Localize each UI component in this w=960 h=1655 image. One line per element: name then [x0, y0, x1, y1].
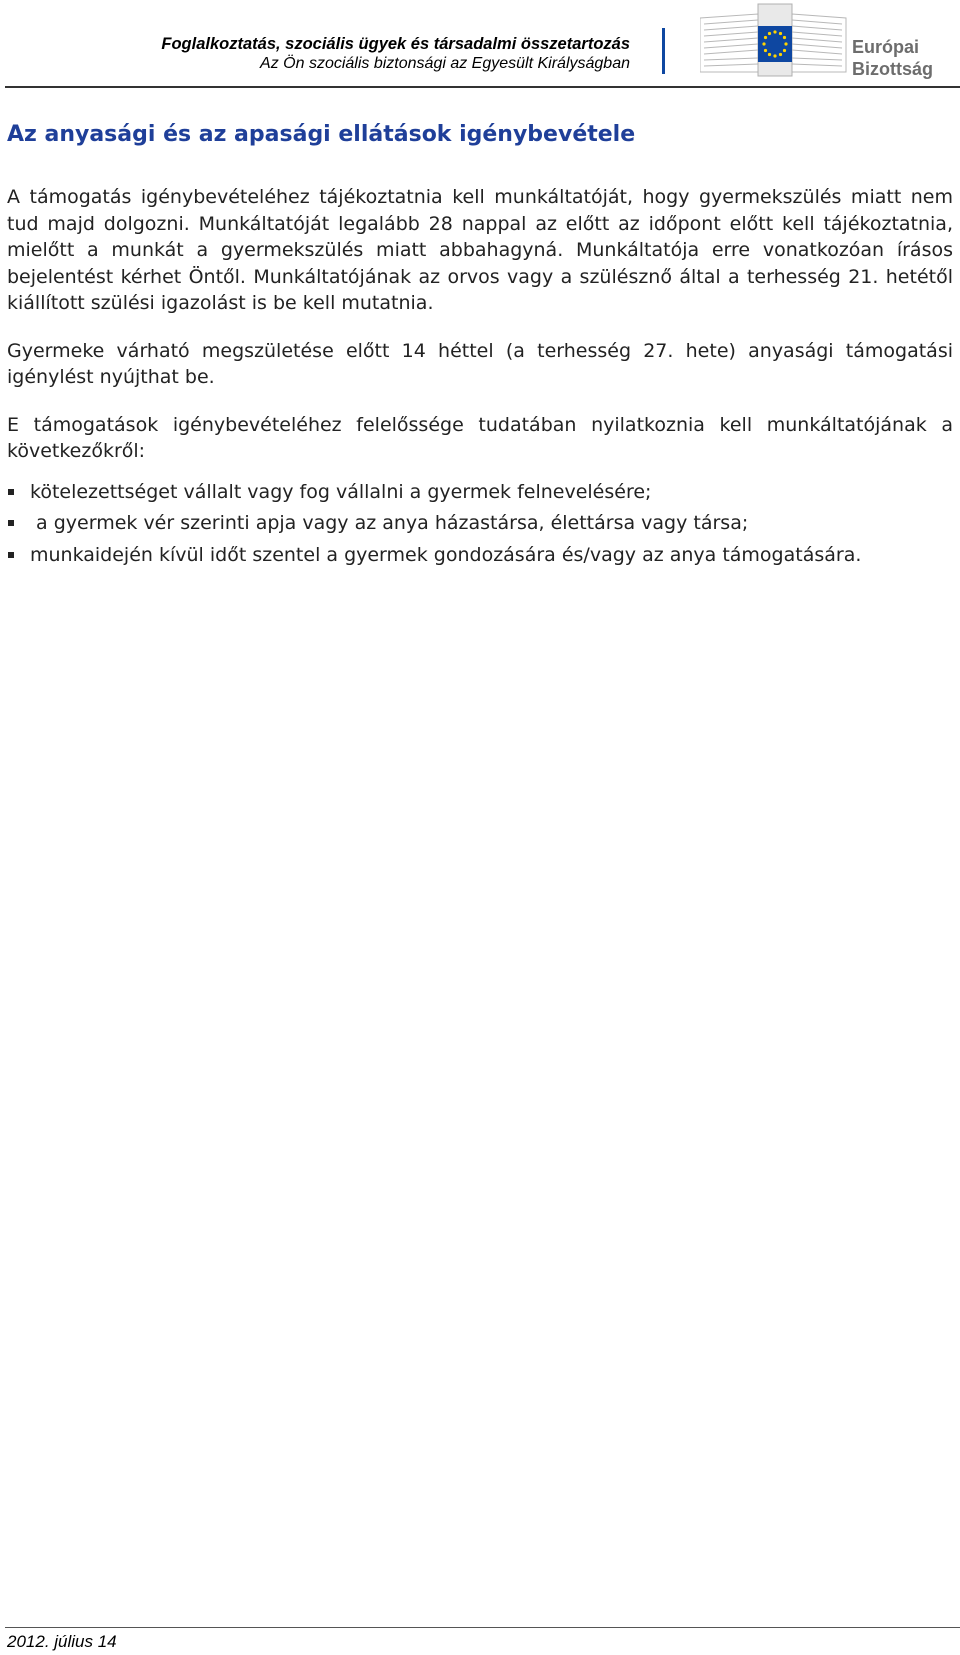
list-item-text: a gyermek vér szerinti apja vagy az anya házastársa, élettársa vagy társa; [30, 512, 749, 534]
logo-text [852, 36, 933, 80]
list-item [7, 479, 953, 506]
footer-rule [5, 1627, 960, 1628]
list-item-text: kötelezettséget vállalt vagy fog vállalni a gyermek felnevelésére; [30, 480, 652, 503]
footer-date: 2012. július 14 [7, 1632, 117, 1651]
section-title: Az anyasági és az apasági ellátások igénybevétele [7, 122, 636, 147]
header-rule [5, 86, 960, 88]
declaration-list [7, 479, 953, 569]
european-commission-logo [700, 2, 950, 82]
commission-building-emblem-icon [700, 2, 850, 82]
square-bullet-icon [8, 489, 14, 495]
main-content [7, 120, 953, 573]
header-divider [662, 28, 665, 74]
logo-line-2: Bizottság [852, 59, 933, 79]
square-bullet-icon [8, 520, 14, 526]
paragraph-notify-employer: A támogatás igénybevételéhez tájékoztatnia kell munkáltatóját, hogy gyermekszülés miatt nem tud majd dolgozni. Munkáltatóját legalább 28 nappal az előtt az időpont előtt kell tájékoztatnia, mielőtt a munkát a gyermekszülés miatt abbahagyná. Munkáltatója erre vonatkozóan írásos bejelentést kérhet Öntől. Munkáltatójának az orvos vagy a szülésznő által a terhesség 21. hetétől kiállított szülési igazolást is be kell mutatnia. [7, 186, 953, 314]
page-header [0, 0, 960, 88]
header-subtitle: Az Ön szociális biztonsági az Egyesült Királyságban [260, 55, 630, 72]
list-item [7, 542, 953, 569]
logo-line-1: Európai [852, 37, 920, 57]
list-item-text: munkaidején kívül időt szentel a gyermek gondozására és/vagy az anya támogatására. [30, 543, 862, 566]
paragraph-declaration-intro: E támogatások igénybevételéhez felelőssége tudatában nyilatkoznia kell munkáltatójának a következőkről: [7, 413, 953, 462]
header-text-block [161, 34, 630, 74]
list-item [7, 510, 953, 537]
square-bullet-icon [8, 552, 14, 558]
header-title: Foglalkoztatás, szociális ügyek és társadalmi összetartozás [161, 35, 630, 53]
paragraph-claim-timing: Gyermeke várható megszületése előtt 14 héttel (a terhesség 27. hete) anyasági támogatási igénylést nyújthat be. [7, 339, 953, 388]
